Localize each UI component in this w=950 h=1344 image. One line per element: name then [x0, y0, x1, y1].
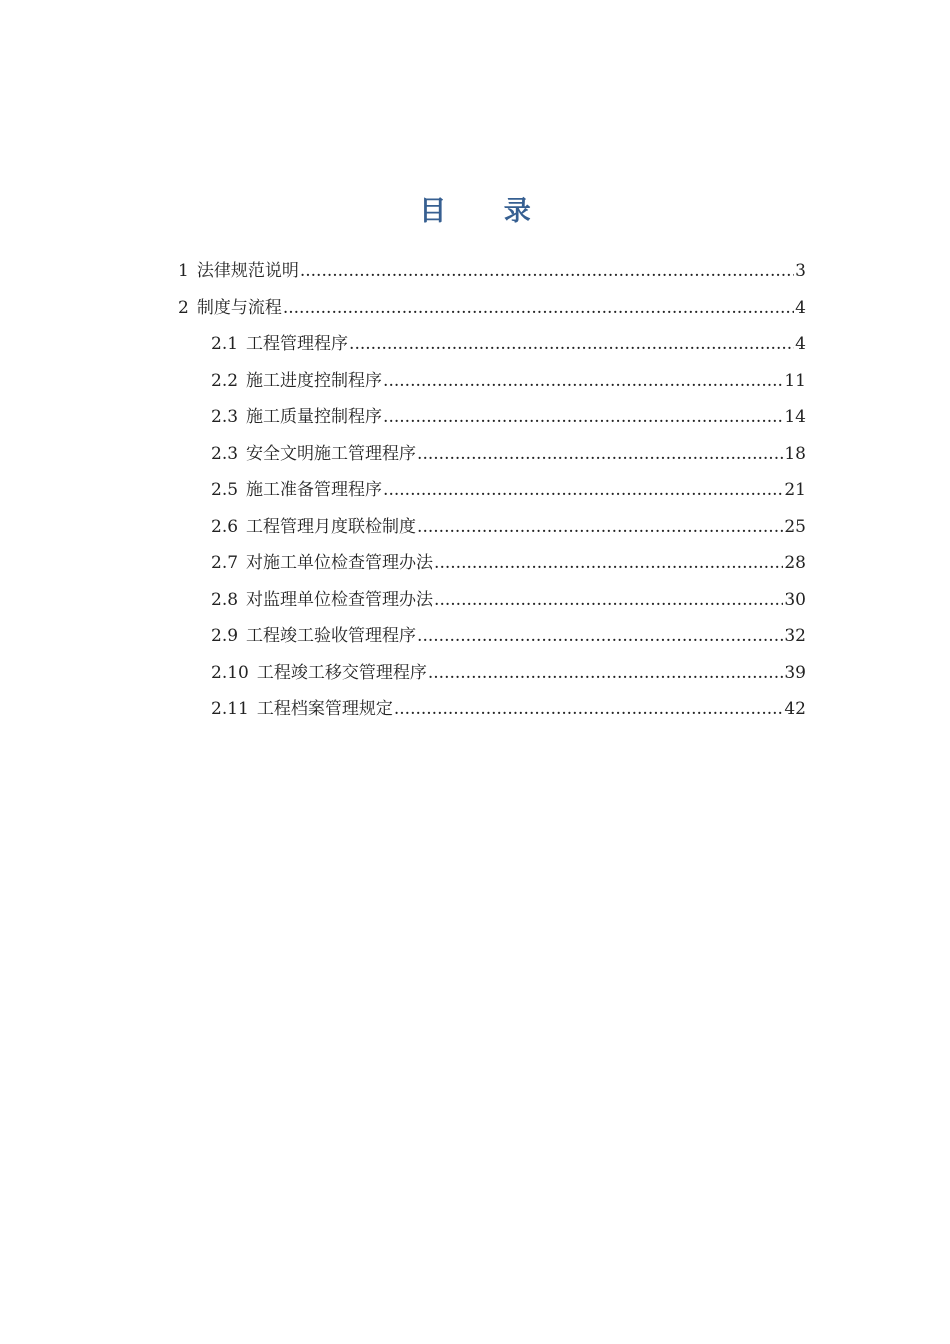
toc-leader-dots	[283, 290, 794, 326]
toc-entry-page: 11	[784, 370, 806, 391]
toc-entry-page: 14	[784, 407, 806, 427]
toc-leader-dots	[394, 691, 784, 727]
toc-entry[interactable]	[211, 326, 806, 362]
toc-entry-number: 2.9	[211, 626, 239, 646]
toc-entry-number: 2	[178, 297, 189, 318]
toc-entry-number: 2.7	[211, 553, 239, 573]
toc-entry-page: 18	[784, 443, 806, 464]
toc-entry-label: 施工准备管理程序	[246, 480, 383, 500]
toc-entry-page: 25	[784, 516, 806, 537]
toc-entry[interactable]	[211, 436, 806, 472]
toc-entry-label: 工程管理程序	[246, 334, 349, 354]
toc-leader-dots	[349, 326, 794, 362]
toc-entry-page: 3	[795, 261, 806, 281]
toc-entry-number: 2.11	[211, 699, 249, 719]
toc-entry-label: 对监理单位检查管理办法	[246, 589, 434, 610]
toc-entry[interactable]	[211, 691, 806, 727]
toc-entry-page: 4	[795, 297, 806, 318]
toc-entry-number: 2.2	[211, 370, 239, 391]
toc-leader-dots	[383, 472, 783, 508]
toc-entry-label: 施工质量控制程序	[246, 407, 383, 427]
toc-entry-label: 工程档案管理规定	[256, 699, 393, 719]
toc-leader-dots	[428, 655, 784, 691]
toc-entry[interactable]	[211, 582, 806, 618]
toc-leader-dots	[300, 253, 794, 289]
toc-leader-dots	[417, 509, 783, 545]
toc-entry-number: 2.3	[211, 443, 239, 464]
toc-entry-page: 30	[784, 589, 806, 610]
toc-entry-number: 2.10	[211, 662, 249, 683]
toc-entry[interactable]	[211, 545, 806, 581]
toc-entry-page: 39	[784, 662, 806, 683]
toc-entry[interactable]	[211, 472, 806, 508]
toc-leader-dots	[434, 545, 783, 581]
toc-title: 目 录	[419, 196, 555, 227]
toc-entry-label: 法律规范说明	[196, 261, 299, 281]
toc-entry-number: 2.6	[211, 516, 239, 537]
toc-entry-label: 工程竣工验收管理程序	[246, 626, 417, 646]
toc-entry-label: 对施工单位检查管理办法	[246, 553, 434, 573]
toc-entry-number: 1	[178, 261, 189, 281]
toc-entry[interactable]	[211, 363, 806, 399]
toc-leader-dots	[417, 618, 783, 654]
toc-entry-number: 2.3	[211, 407, 239, 427]
toc-entry[interactable]	[211, 399, 806, 435]
toc-entry-label: 制度与流程	[196, 297, 282, 318]
toc-entry-label: 安全文明施工管理程序	[246, 443, 417, 464]
toc-entry-number: 2.8	[211, 589, 239, 610]
toc-leader-dots	[417, 436, 783, 472]
toc-entry-number: 2.1	[211, 334, 239, 354]
toc-entry-label: 工程竣工移交管理程序	[256, 662, 427, 683]
toc-entry-page: 42	[784, 699, 806, 719]
toc-entry[interactable]	[211, 655, 806, 691]
toc-leader-dots	[383, 399, 783, 435]
toc-entry[interactable]	[211, 509, 806, 545]
toc-entry[interactable]	[178, 253, 806, 289]
toc-entry-page: 21	[784, 480, 806, 500]
toc-entry[interactable]	[211, 618, 806, 654]
toc-leader-dots	[383, 363, 783, 399]
toc-leader-dots	[434, 582, 783, 618]
toc-entry-page: 28	[784, 553, 806, 573]
toc-entry[interactable]	[178, 290, 806, 326]
toc-entry-page: 32	[784, 626, 806, 646]
toc-entry-label: 工程管理月度联检制度	[246, 516, 417, 537]
toc-entry-page: 4	[795, 334, 806, 354]
toc-entry-label: 施工进度控制程序	[246, 370, 383, 391]
toc-entry-number: 2.5	[211, 480, 239, 500]
